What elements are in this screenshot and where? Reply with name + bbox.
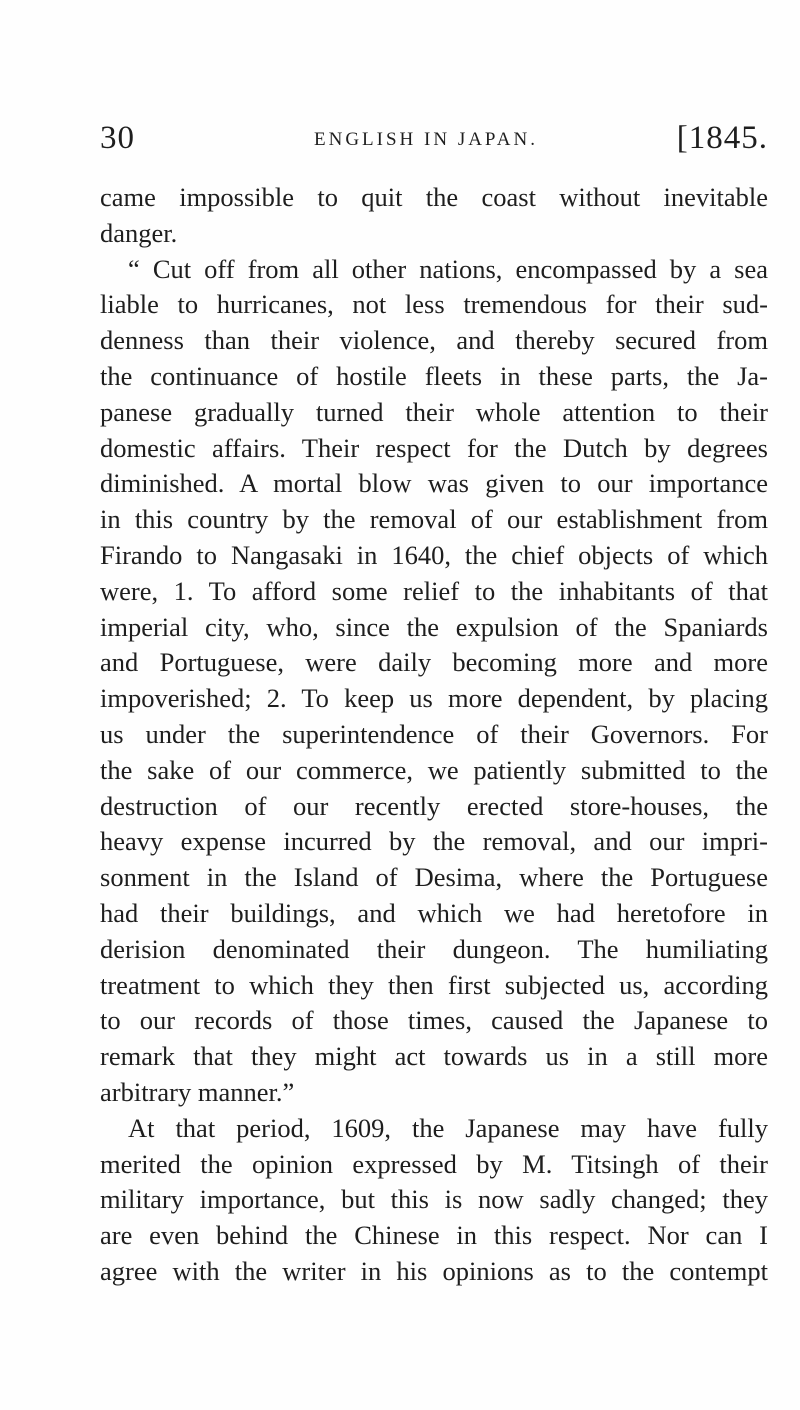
text-line: denness than their violence, and thereby secured from: [100, 325, 768, 356]
text-line: panese gradually turned their whole attention to their: [100, 396, 768, 427]
text-line: us under the superintendence of their Governors. For: [100, 718, 768, 749]
text-line: “ Cut off from all other nations, encompassed by a sea: [128, 253, 768, 284]
text-line: diminished. A mortal blow was given to our importance: [100, 468, 768, 499]
text-line: treatment to which they then first subjected us, according: [100, 969, 768, 1000]
text-line: At that period, 1609, the Japanese may have fully: [128, 1112, 768, 1143]
text-line: had their buildings, and which we had heretofore in: [100, 897, 768, 928]
running-title: ENGLISH IN JAPAN.: [314, 129, 538, 150]
header-year: [1845.: [676, 120, 768, 156]
text-line: are even behind the Chinese in this respect. Nor can I: [100, 1220, 768, 1251]
text-line: in this country by the removal of our establishment from: [100, 504, 768, 535]
text-line: and Portuguese, were daily becoming more and more: [100, 647, 768, 678]
text-line: destruction of our recently erected store-houses, the: [100, 790, 768, 821]
text-line: sonment in the Island of Desima, where the Portuguese: [100, 862, 768, 893]
text-line: the continuance of hostile fleets in these parts, the Ja-: [100, 360, 768, 391]
running-head: [100, 118, 768, 168]
text-line: merited the opinion expressed by M. Titsingh of their: [100, 1148, 768, 1179]
page-number: 30: [100, 120, 135, 156]
text-line: derision denominated their dungeon. The humiliating: [100, 933, 768, 964]
text-line: to our records of those times, caused the Japanese to: [100, 1005, 768, 1036]
text-line: imperial city, who, since the expulsion of the Spaniards: [100, 611, 768, 642]
text-line: domestic affairs. Their respect for the Dutch by degrees: [100, 432, 768, 463]
text-line: remark that they might act towards us in a still more: [100, 1041, 768, 1072]
text-line: impoverished; 2. To keep us more dependent, by placing: [100, 683, 768, 714]
text-line: heavy expense incurred by the removal, and our impri-: [100, 826, 768, 857]
text-line: danger.: [100, 217, 178, 248]
text-line: liable to hurricanes, not less tremendous for their sud-: [100, 289, 768, 320]
text-line: came impossible to quit the coast without inevitable: [100, 182, 768, 212]
text-line: Firando to Nangasaki in 1640, the chief objects of which: [100, 539, 768, 570]
text-line: agree with the writer in his opinions as to the contempt: [100, 1255, 768, 1286]
text-line: the sake of our commerce, we patiently submitted to the: [100, 754, 768, 785]
text-line: military importance, but this is now sadly changed; they: [100, 1184, 768, 1215]
text-line: arbitrary manner.”: [100, 1076, 295, 1107]
body-text: [100, 180, 768, 1290]
text-line: were, 1. To afford some relief to the inhabitants of that: [100, 575, 768, 606]
